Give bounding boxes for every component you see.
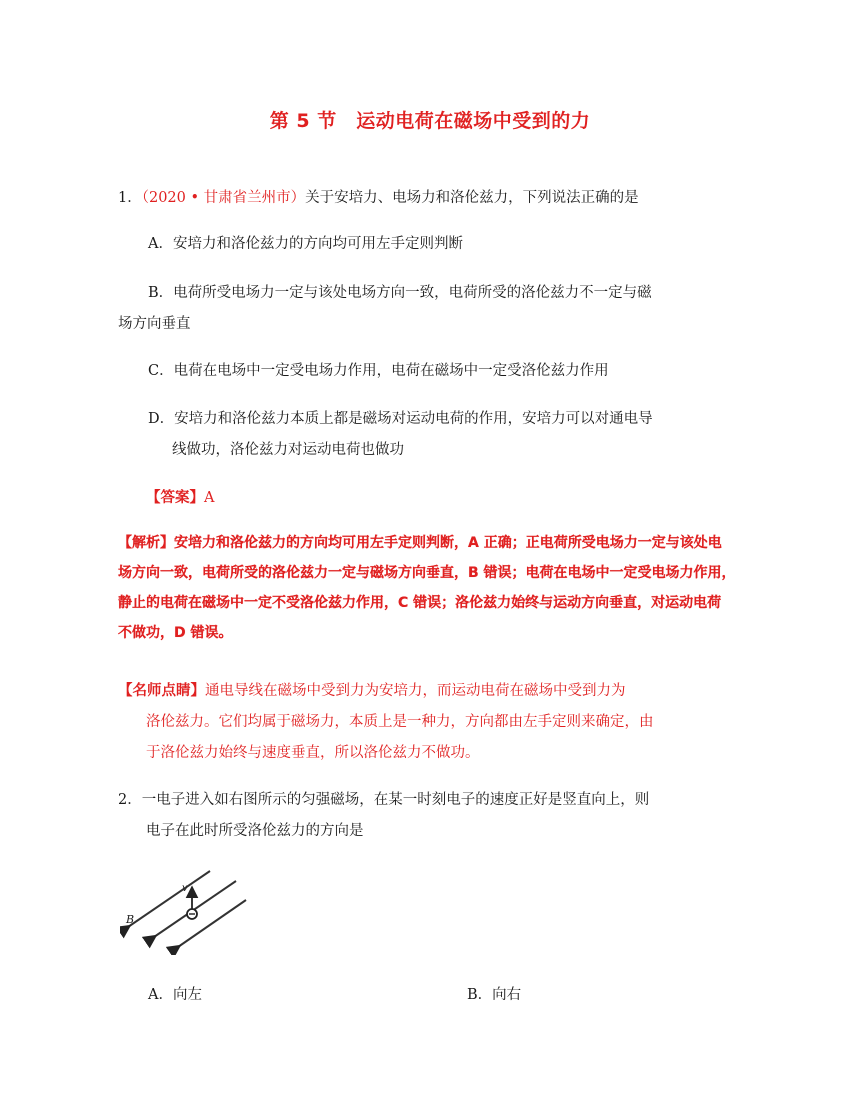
question-1-option-d-line2: 线做功，洛伦兹力对运动电荷也做功 <box>172 442 404 458</box>
question-1-number: 1． <box>118 190 142 206</box>
question-2-stem-line2: 电子在此时所受洛伦兹力的方向是 <box>146 823 364 839</box>
question-1-text: 关于安培力、电场力和洛伦兹力，下列说法正确的是 <box>305 190 639 206</box>
field-label: B <box>126 913 135 926</box>
analysis-line: 不做功，D 错误。 <box>118 625 233 641</box>
analysis-line: 场方向一致，电荷所受的洛伦兹力一定与磁场方向垂直，B 错误；电荷在电场中一定受电场力作用， <box>118 565 736 581</box>
question-1-answer <box>146 488 214 508</box>
question-2-stem-line1: 2．一电子进入如右图所示的匀强磁场，在某一时刻电子的速度正好是竖直向上，则 <box>118 792 650 808</box>
question-1-tip-line3: 于洛伦兹力始终与速度垂直，所以洛伦兹力不做功。 <box>146 745 480 761</box>
answer-value: A <box>204 490 215 506</box>
page-title: 第 5 节 运动电荷在磁场中受到的力 <box>269 110 591 132</box>
question-1-option-b-line1: B．电荷所受电场力一定与该处电场方向一致，电荷所受的洛伦兹力不一定与磁 <box>148 285 652 301</box>
field-line <box>178 900 246 947</box>
tip-text: 通电导线在磁场中受到力为安培力，而运动电荷在磁场中受到力为 <box>205 683 626 699</box>
field-line <box>128 871 210 927</box>
question-1-analysis <box>118 528 818 648</box>
velocity-label: v <box>182 883 188 894</box>
question-1-option-c: C．电荷在电场中一定受电场力作用，电荷在磁场中一定受洛伦兹力作用 <box>148 363 609 379</box>
question-1-option-d-line1: D．安培力和洛伦兹力本质上都是磁场对运动电荷的作用，安培力可以对通电导 <box>148 411 653 427</box>
answer-label: 【答案】 <box>146 489 204 506</box>
question-1-stem <box>118 188 639 208</box>
question-1-tip-line1 <box>118 681 626 701</box>
analysis-line: 【解析】安培力和洛伦兹力的方向均可用左手定则判断，A 正确；正电荷所受电场力一定与该处电 <box>118 535 722 551</box>
tip-label: 【名师点睛】 <box>118 682 205 699</box>
question-2-option-b: B．向右 <box>467 987 522 1003</box>
question-1-option-a: A．安培力和洛伦兹力的方向均可用左手定则判断 <box>148 236 463 252</box>
question-2-option-a: A．向左 <box>148 987 202 1003</box>
question-1-source: （2020 • 甘肃省兰州市） <box>141 190 306 206</box>
analysis-line: 静止的电荷在磁场中一定不受洛伦兹力作用，C 错误；洛伦兹力始终与运动方向垂直，对运动电荷 <box>118 595 722 611</box>
question-1-tip-line2: 洛伦兹力。它们均属于磁场力，本质上是一种力，方向都由左手定则来确定，由 <box>146 714 654 730</box>
magnetic-field-figure <box>120 865 250 955</box>
question-1-option-b-line2: 场方向垂直 <box>118 316 191 332</box>
